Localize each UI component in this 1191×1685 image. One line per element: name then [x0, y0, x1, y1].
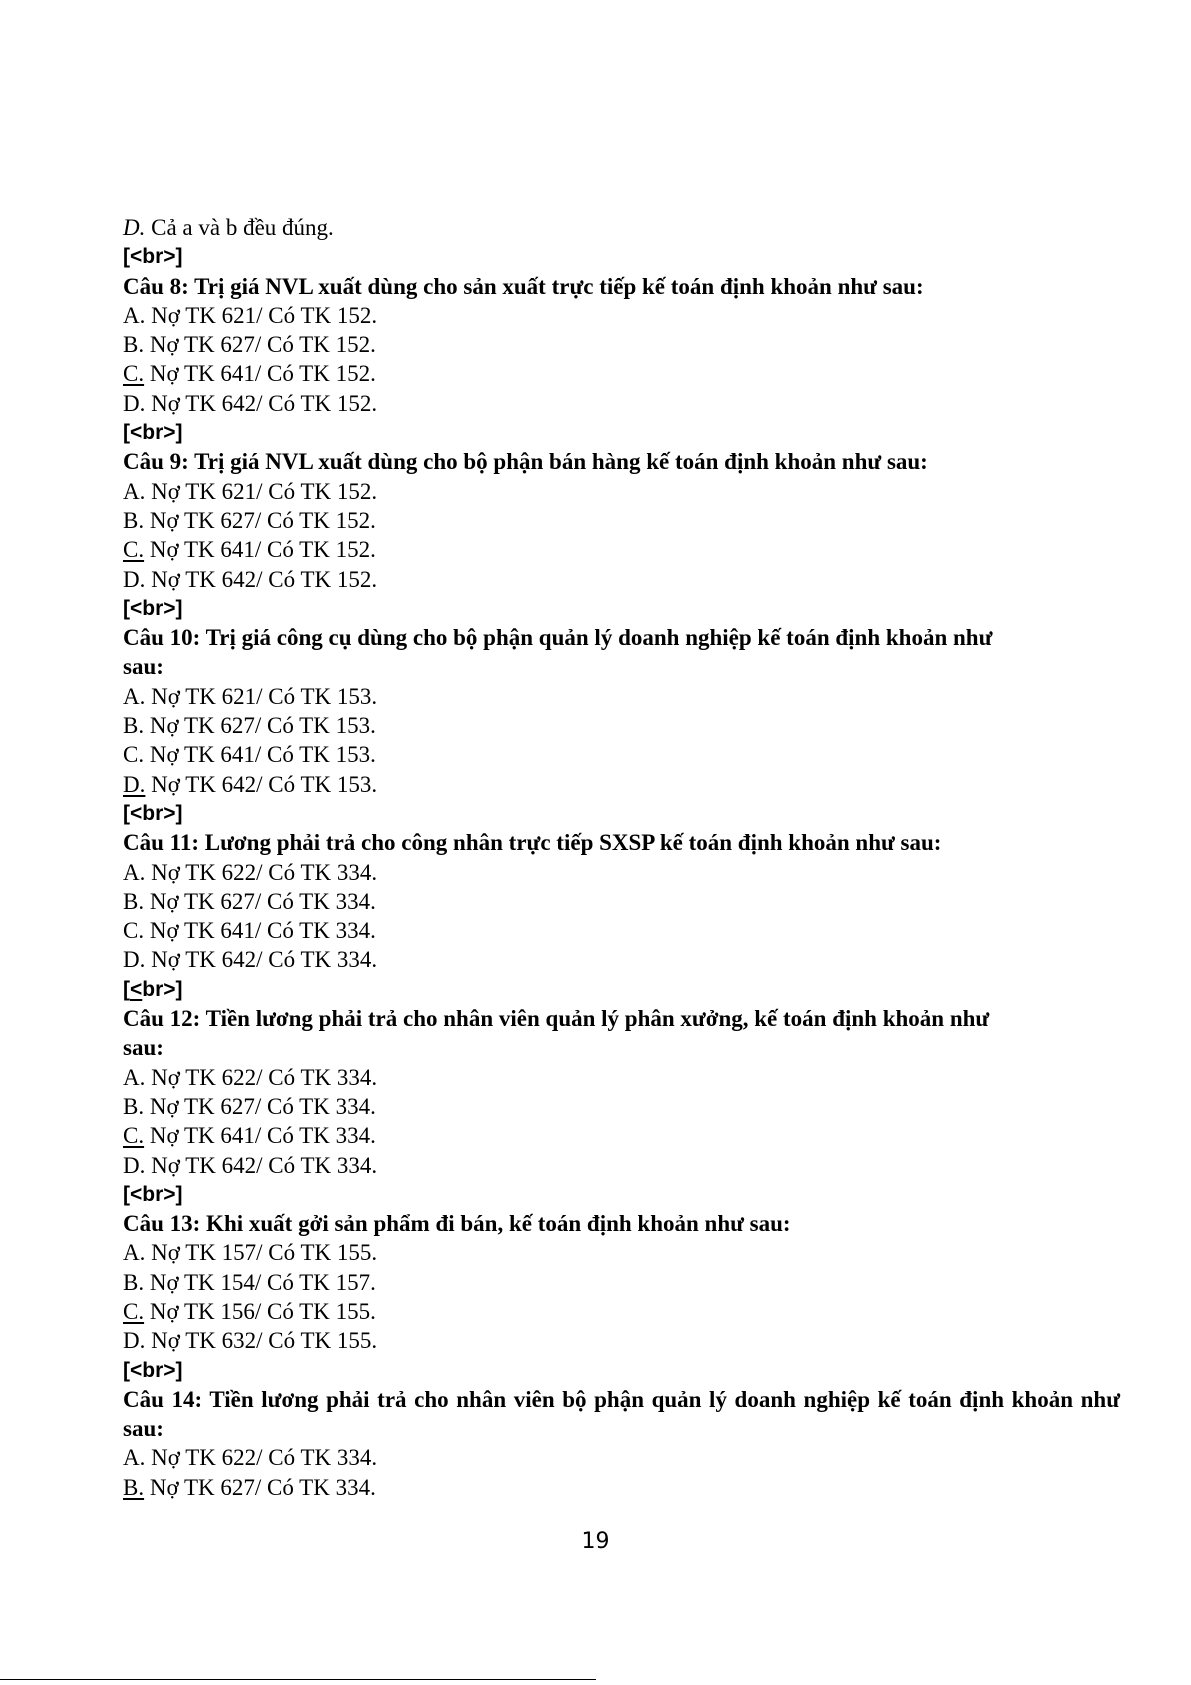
option-letter: B.: [123, 1474, 145, 1500]
option-letter: D.: [123, 390, 146, 416]
option-text: Nợ TK 641/ Có TK 153.: [144, 742, 376, 768]
separator-tag: [<br>]: [123, 801, 183, 825]
separator-part: br>]: [142, 977, 183, 1001]
option-letter: D.: [123, 215, 146, 240]
option-text: Nợ TK 157/ Có TK 155.: [145, 1240, 378, 1266]
option-letter: A.: [123, 302, 146, 328]
answer-option: [123, 682, 1120, 711]
answer-option: [123, 1092, 1120, 1121]
option-letter: D.: [123, 1328, 146, 1354]
question-title: Câu 8: Trị giá NVL xuất dùng cho sản xuất trực tiếp kế toán định khoản như sau:: [123, 273, 924, 299]
option-text: Nợ TK 627/ Có TK 152.: [144, 332, 376, 358]
option-text: Nợ TK 641/ Có TK 334.: [144, 918, 376, 944]
answer-option-marked: [123, 1297, 1120, 1326]
option-text: Nợ TK 627/ Có TK 334.: [144, 1093, 376, 1119]
separator-tag: [<br>]: [123, 421, 183, 445]
answer-option: [123, 1268, 1120, 1297]
separator-tag: [<br>]: [123, 1358, 183, 1382]
option-letter: D.: [123, 947, 146, 973]
option-text: Nợ TK 622/ Có TK 334.: [145, 1064, 378, 1090]
option-text: Nợ TK 622/ Có TK 334.: [145, 859, 378, 885]
option-text: Nợ TK 641/ Có TK 152.: [144, 361, 376, 387]
option-text: Nợ TK 632/ Có TK 155.: [145, 1328, 378, 1354]
option-letter: A.: [123, 1445, 146, 1471]
question-title: Câu 10: Trị giá công cụ dùng cho bộ phận quản lý doanh nghiệp kế toán định khoản như: [123, 625, 993, 651]
answer-option: [123, 213, 1120, 242]
footer-rule: [0, 1679, 596, 1680]
separator-part: [: [123, 977, 130, 1001]
question-title-continued: sau:: [123, 1035, 164, 1061]
option-text: Nợ TK 621/ Có TK 152.: [145, 478, 378, 504]
question-title: Câu 9: Trị giá NVL xuất dùng cho bộ phận bán hàng kế toán định khoản như sau:: [123, 449, 928, 475]
option-letter: A.: [123, 478, 146, 504]
answer-option: [123, 945, 1120, 974]
option-letter: B.: [123, 1093, 145, 1119]
option-letter: C.: [123, 918, 145, 944]
question-title: Câu 13: Khi xuất gởi sản phẩm đi bán, kế toán định khoản như sau:: [123, 1211, 791, 1237]
answer-option: [123, 1151, 1120, 1180]
option-text: Nợ TK 154/ Có TK 157.: [144, 1269, 376, 1295]
separator-tag: [<br>]: [123, 1182, 183, 1206]
page-number: 19: [581, 1529, 610, 1554]
option-text: Nợ TK 627/ Có TK 152.: [144, 507, 376, 533]
question-title: Câu 11: Lương phải trả cho công nhân trực tiếp SXSP kế toán định khoản như sau:: [123, 830, 942, 856]
answer-option: [123, 916, 1120, 945]
option-letter: C.: [123, 1298, 145, 1324]
option-letter: A.: [123, 1064, 146, 1090]
answer-option: [123, 1238, 1120, 1267]
option-letter: B.: [123, 713, 145, 739]
option-letter: B.: [123, 507, 145, 533]
option-text: Nợ TK 621/ Có TK 152.: [145, 302, 378, 328]
answer-option: [123, 301, 1120, 330]
option-text: Nợ TK 642/ Có TK 152.: [145, 390, 378, 416]
option-letter: C.: [123, 537, 145, 563]
option-letter: D.: [123, 1152, 146, 1178]
option-text: Nợ TK 642/ Có TK 153.: [145, 771, 378, 797]
answer-option: [123, 887, 1120, 916]
answer-option: [123, 740, 1120, 769]
answer-option-marked: [123, 1473, 1120, 1502]
answer-option: [123, 1443, 1120, 1472]
answer-option-marked: [123, 359, 1120, 388]
option-text: Nợ TK 627/ Có TK 153.: [144, 713, 376, 739]
document-body: [123, 213, 1120, 1502]
option-text: Cả a và b đều đúng.: [145, 215, 334, 240]
question-title-continued: sau:: [123, 654, 164, 680]
option-text: Nợ TK 627/ Có TK 334.: [144, 888, 376, 914]
option-letter: D.: [123, 566, 146, 592]
answer-option-marked: [123, 535, 1120, 564]
option-text: Nợ TK 642/ Có TK 334.: [145, 947, 378, 973]
option-text: Nợ TK 627/ Có TK 334.: [144, 1474, 376, 1500]
separator-tag: [123, 975, 1120, 1004]
option-letter: D.: [123, 771, 146, 797]
answer-option: [123, 1326, 1120, 1355]
option-letter: C.: [123, 742, 145, 768]
option-letter: B.: [123, 888, 145, 914]
option-letter: C.: [123, 361, 145, 387]
answer-option: [123, 1063, 1120, 1092]
option-letter: C.: [123, 1123, 145, 1149]
answer-option: [123, 711, 1120, 740]
separator-part: <: [130, 977, 143, 1001]
option-letter: A.: [123, 859, 146, 885]
answer-option: [123, 477, 1120, 506]
option-text: Nợ TK 156/ Có TK 155.: [144, 1298, 376, 1324]
answer-option-marked: [123, 770, 1120, 799]
answer-option: [123, 389, 1120, 418]
answer-option: [123, 565, 1120, 594]
option-text: Nợ TK 621/ Có TK 153.: [145, 683, 378, 709]
answer-option-marked: [123, 1121, 1120, 1150]
option-text: Nợ TK 642/ Có TK 334.: [145, 1152, 378, 1178]
question-title: Câu 14: Tiền lương phải trả cho nhân viên bộ phận quản lý doanh nghiệp kế toán định khoản như sau:: [123, 1386, 1120, 1442]
option-text: Nợ TK 641/ Có TK 152.: [144, 537, 376, 563]
option-text: Nợ TK 622/ Có TK 334.: [145, 1445, 378, 1471]
separator-tag: [<br>]: [123, 245, 183, 269]
option-letter: B.: [123, 1269, 145, 1295]
separator-tag: [<br>]: [123, 596, 183, 620]
answer-option: [123, 330, 1120, 359]
answer-option: [123, 506, 1120, 535]
option-text: Nợ TK 641/ Có TK 334.: [144, 1123, 376, 1149]
answer-option: [123, 858, 1120, 887]
question-title: Câu 12: Tiền lương phải trả cho nhân viên quản lý phân xưởng, kế toán định khoản như: [123, 1006, 990, 1032]
option-letter: A.: [123, 683, 146, 709]
option-letter: B.: [123, 332, 145, 358]
option-text: Nợ TK 642/ Có TK 152.: [145, 566, 378, 592]
option-letter: A.: [123, 1240, 146, 1266]
